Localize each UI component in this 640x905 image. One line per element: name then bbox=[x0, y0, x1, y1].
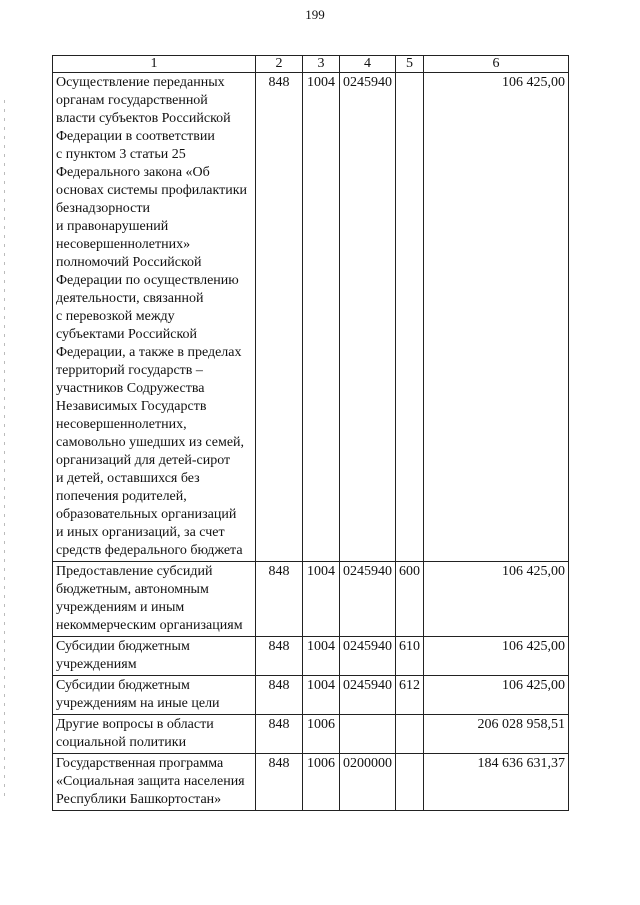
row-description: Государственная программа «Социальная защита населения Республики Башкортостан» bbox=[53, 754, 256, 811]
row-admin-code: 848 bbox=[256, 73, 303, 562]
table-row bbox=[53, 562, 569, 637]
row-description: Субсидии бюджетным учреждениям bbox=[53, 637, 256, 676]
budget-table bbox=[52, 55, 569, 811]
row-target-code: 0245940 bbox=[340, 562, 396, 637]
row-section-code: 1004 bbox=[303, 676, 340, 715]
header-cell: 4 bbox=[340, 56, 396, 73]
row-section-code: 1006 bbox=[303, 715, 340, 754]
table-row bbox=[53, 754, 569, 811]
row-target-code bbox=[340, 715, 396, 754]
row-target-code: 0200000 bbox=[340, 754, 396, 811]
table-row bbox=[53, 676, 569, 715]
row-amount: 106 425,00 bbox=[424, 637, 569, 676]
header-cell: 2 bbox=[256, 56, 303, 73]
row-expense-type: 612 bbox=[396, 676, 424, 715]
row-section-code: 1004 bbox=[303, 562, 340, 637]
header-cell: 5 bbox=[396, 56, 424, 73]
row-expense-type bbox=[396, 754, 424, 811]
header-row bbox=[53, 56, 569, 73]
row-amount: 106 425,00 bbox=[424, 676, 569, 715]
header-cell: 3 bbox=[303, 56, 340, 73]
row-admin-code: 848 bbox=[256, 715, 303, 754]
header-cell: 6 bbox=[424, 56, 569, 73]
row-amount: 206 028 958,51 bbox=[424, 715, 569, 754]
scan-edge bbox=[4, 100, 5, 800]
row-expense-type bbox=[396, 715, 424, 754]
table-row bbox=[53, 637, 569, 676]
row-admin-code: 848 bbox=[256, 754, 303, 811]
row-expense-type: 600 bbox=[396, 562, 424, 637]
row-section-code: 1004 bbox=[303, 73, 340, 562]
row-description: Осуществление переданных органам государственной власти субъектов Российской Федерации в соответствии с пунктом 3 статьи 25 Федерального закона «Об основах системы профилактики безнадзорности и правонарушений несовершеннолетних» полномочий Российской Федерации по осуществлению деятельности, связанной с перевозкой между субъектами Российской Федерации, а также в пределах территорий государств – участников Содружества Независимых Государств несовершеннолетних, самовольно ушедших из семей, организаций для детей-сирот и детей, оставшихся без попечения родителей, образовательных организаций и иных организаций, за счет средств федерального бюджета bbox=[53, 73, 256, 562]
table-row bbox=[53, 73, 569, 562]
row-admin-code: 848 bbox=[256, 676, 303, 715]
page-number: 199 bbox=[305, 7, 325, 22]
row-expense-type bbox=[396, 73, 424, 562]
row-amount: 106 425,00 bbox=[424, 562, 569, 637]
row-amount: 106 425,00 bbox=[424, 73, 569, 562]
row-expense-type: 610 bbox=[396, 637, 424, 676]
row-section-code: 1006 bbox=[303, 754, 340, 811]
row-description: Предоставление субсидий бюджетным, автономным учреждениям и иным некоммерческим организациям bbox=[53, 562, 256, 637]
row-description: Субсидии бюджетным учреждениям на иные цели bbox=[53, 676, 256, 715]
header-cell: 1 bbox=[53, 56, 256, 73]
row-target-code: 0245940 bbox=[340, 637, 396, 676]
row-description: Другие вопросы в области социальной политики bbox=[53, 715, 256, 754]
row-target-code: 0245940 bbox=[340, 73, 396, 562]
row-admin-code: 848 bbox=[256, 637, 303, 676]
row-target-code: 0245940 bbox=[340, 676, 396, 715]
row-section-code: 1004 bbox=[303, 637, 340, 676]
row-amount: 184 636 631,37 bbox=[424, 754, 569, 811]
table-row bbox=[53, 715, 569, 754]
row-admin-code: 848 bbox=[256, 562, 303, 637]
